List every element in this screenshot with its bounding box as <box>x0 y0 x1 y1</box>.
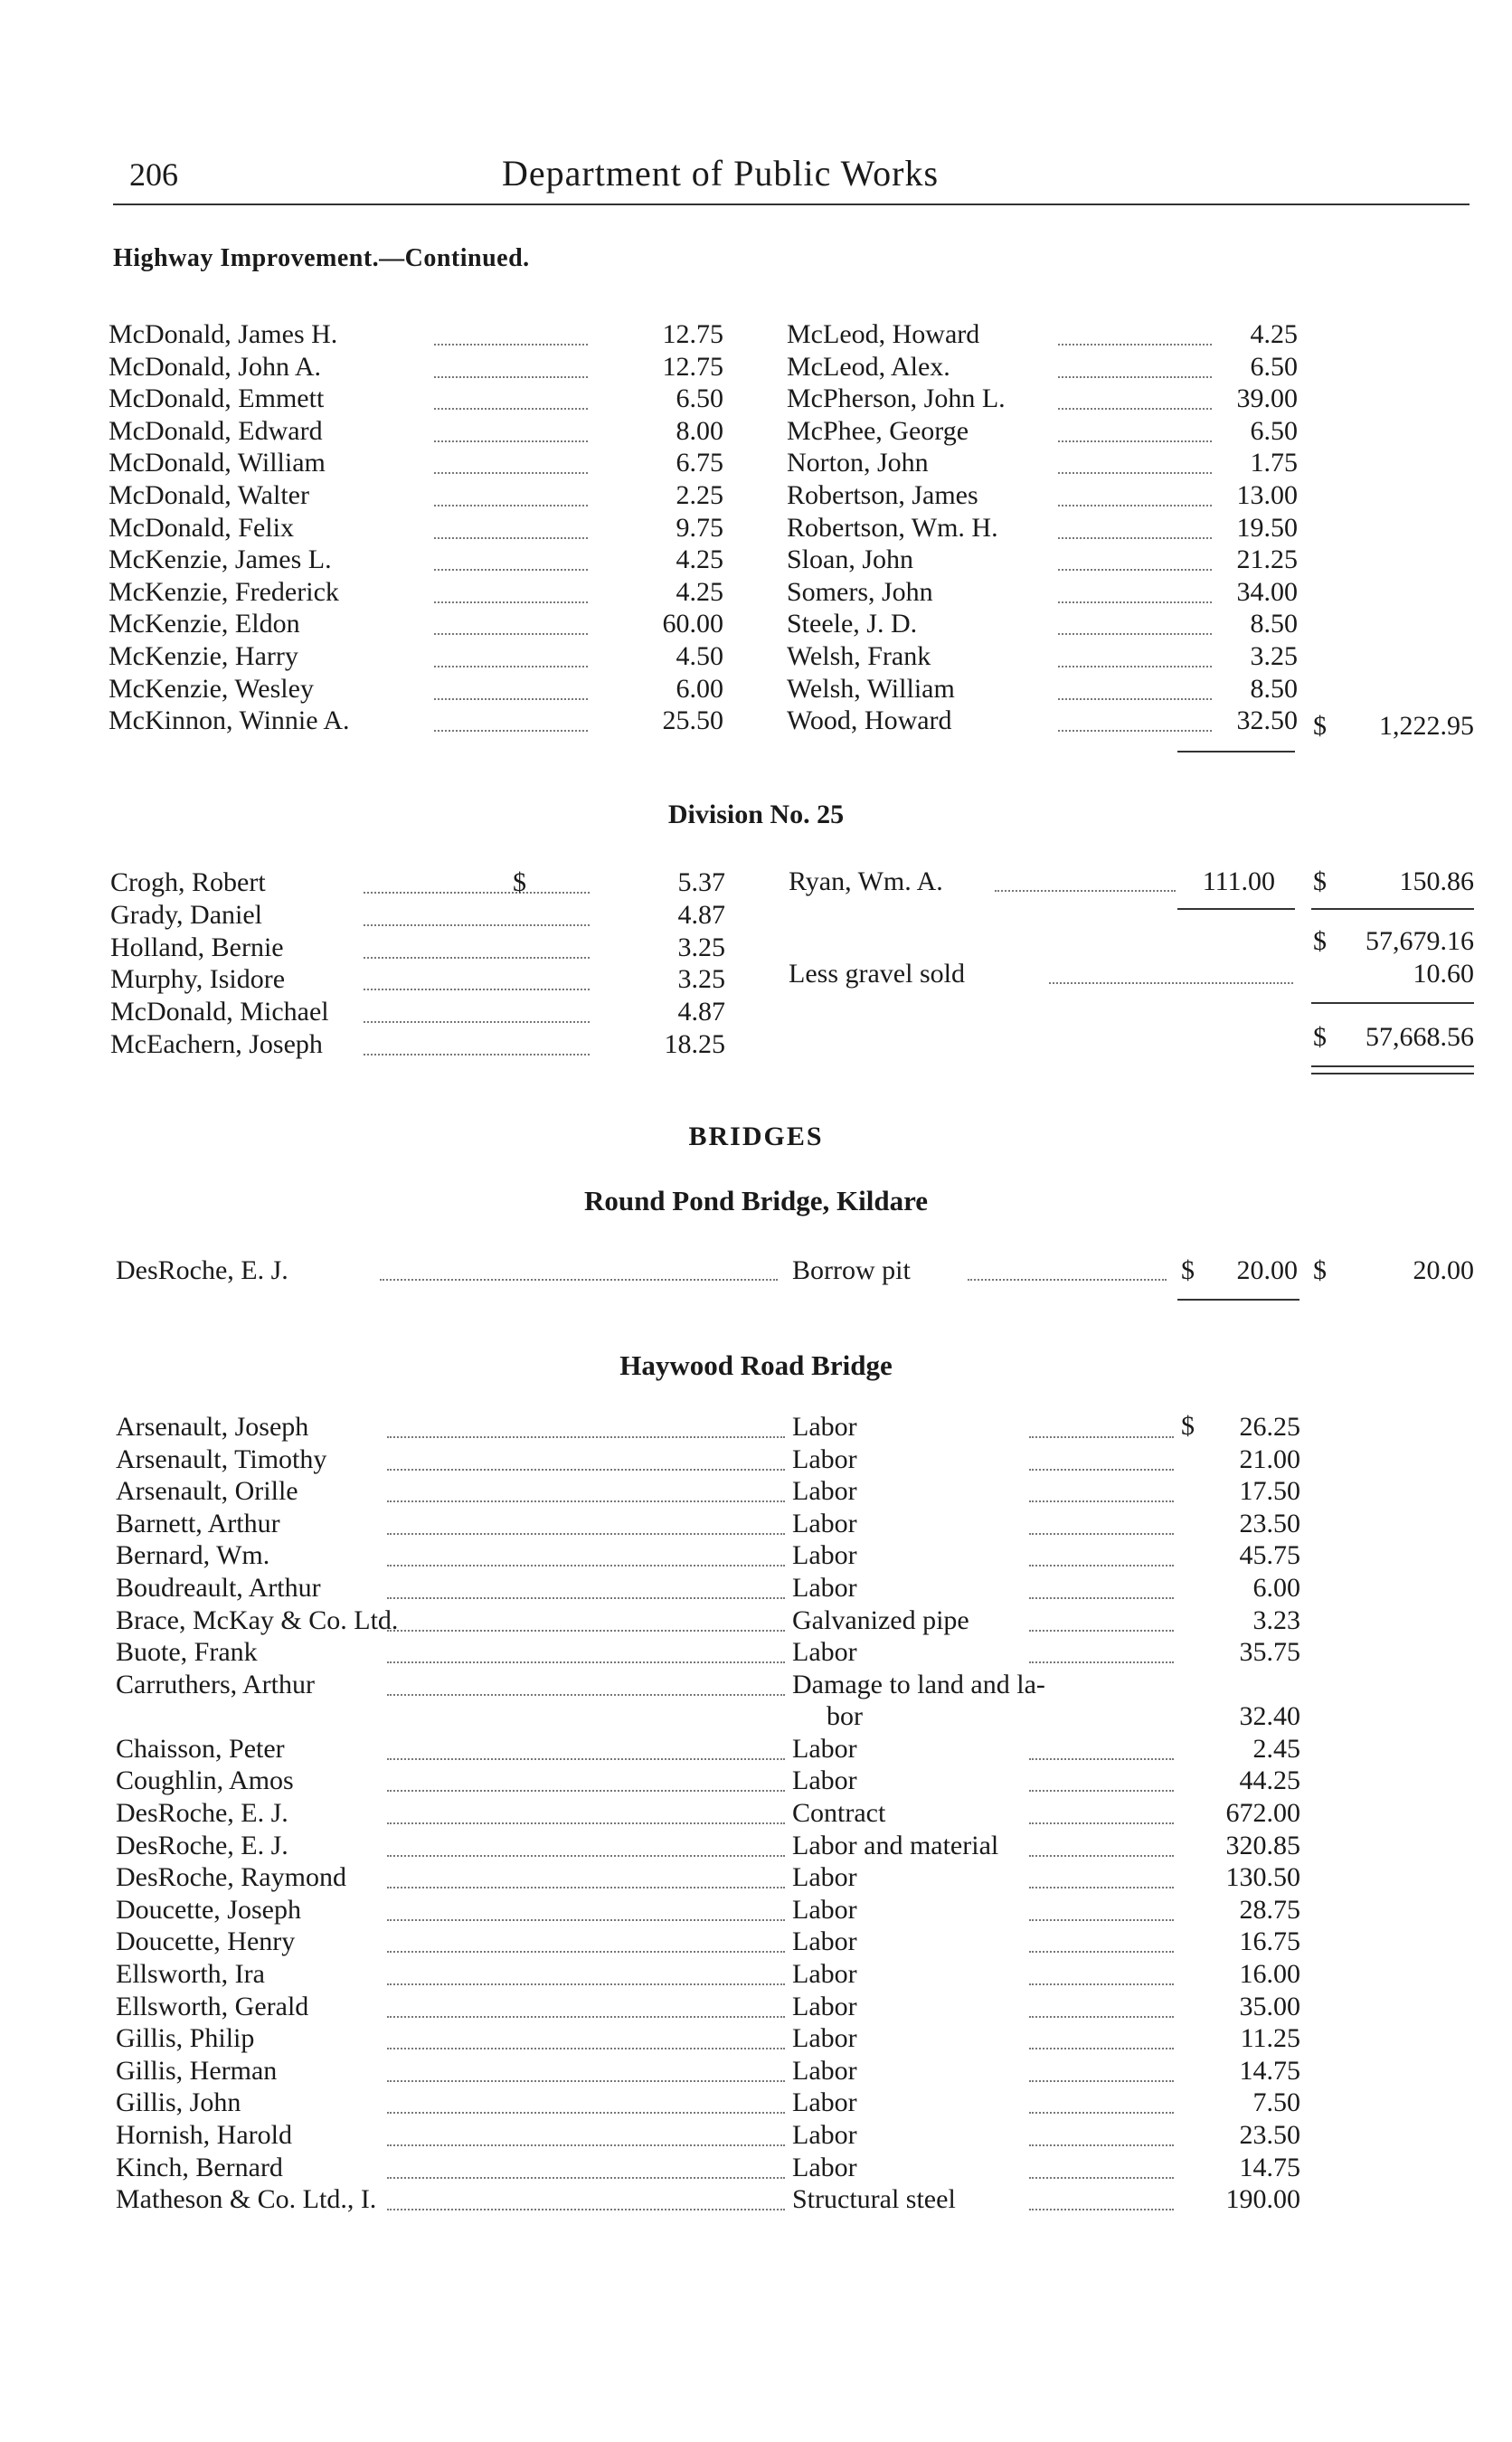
leader-dots <box>1029 1758 1174 1760</box>
table-row <box>116 1669 1309 1731</box>
rule <box>1177 1299 1299 1301</box>
entry-amount: 5.37 <box>677 867 725 897</box>
entry-name: DesRoche, E. J. <box>116 1798 288 1828</box>
table-row <box>116 2055 1309 2087</box>
entry-item: Labor <box>792 2055 857 2086</box>
list-item <box>787 673 1302 705</box>
leader-dots <box>434 505 588 506</box>
entry-name: McLeod, Alex. <box>787 351 950 382</box>
list-item <box>110 932 725 964</box>
leader-dots <box>434 472 588 474</box>
entry-amount: 14.75 <box>1239 2152 1300 2182</box>
page-title: Department of Public Works <box>502 153 940 194</box>
table-row <box>116 1508 1309 1540</box>
entry-name: DesRoche, E. J. <box>116 1830 288 1860</box>
rule <box>1177 908 1295 910</box>
haywood-heading: Haywood Road Bridge <box>619 1349 893 1381</box>
list-item <box>787 351 1302 383</box>
division-25-ryan-amount: 111.00 <box>1202 866 1275 896</box>
leader-dots <box>1049 982 1293 984</box>
table-row <box>116 1443 1309 1476</box>
list-item <box>787 447 1302 479</box>
entry-name: Sloan, John <box>787 544 914 575</box>
leader-dots <box>995 890 1176 892</box>
entry-name: Welsh, Frank <box>787 641 931 671</box>
leader-dots <box>434 666 588 667</box>
table-row <box>116 1991 1309 2023</box>
leader-dots <box>364 989 590 990</box>
table-row <box>116 2119 1309 2152</box>
entry-item: Labor <box>792 2152 857 2182</box>
entry-name: McKenzie, Frederick <box>109 576 339 607</box>
entry-name: Wood, Howard <box>787 705 952 736</box>
entry-name: McDonald, James H. <box>109 319 338 349</box>
entry-item: Labor <box>792 1412 857 1442</box>
leader-dots <box>387 2080 785 2082</box>
entry-amount: 32.50 <box>1236 705 1298 736</box>
leader-dots <box>1029 1630 1174 1632</box>
entry-item-continued: bor <box>827 1700 863 1731</box>
list-item <box>787 544 1302 576</box>
entry-name: Barnett, Arthur <box>116 1508 280 1538</box>
leader-dots <box>387 2144 785 2146</box>
entry-name: Gillis, John <box>116 2087 241 2118</box>
leader-dots <box>1029 1469 1174 1471</box>
entry-name: Doucette, Henry <box>116 1926 296 1957</box>
entry-amount: 45.75 <box>1239 1540 1300 1571</box>
entry-item: Structural steel <box>792 2184 956 2215</box>
entry-name: Robertson, Wm. H. <box>787 512 998 543</box>
entry-name: McKinnon, Winnie A. <box>109 705 350 736</box>
table-row <box>116 1572 1309 1604</box>
leader-dots <box>364 924 590 926</box>
entry-amount: 2.45 <box>1252 1733 1300 1764</box>
entry-amount: 11.25 <box>1240 2023 1300 2054</box>
entry-amount: 21.25 <box>1236 544 1298 575</box>
entry-amount: 13.00 <box>1236 480 1298 510</box>
entry-amount: 7.50 <box>1252 2087 1300 2118</box>
leader-dots <box>387 1822 785 1824</box>
list-item <box>109 705 723 737</box>
entry-name: Doucette, Joseph <box>116 1894 301 1925</box>
table-row <box>116 1926 1309 1958</box>
division-25-ryan-total: 150.86 <box>1399 866 1474 896</box>
leader-dots <box>364 892 590 894</box>
entry-item: Labor <box>792 1926 857 1957</box>
leader-dots <box>364 1054 590 1055</box>
entry-amount: 16.75 <box>1239 1926 1300 1957</box>
entry-amount: 4.87 <box>677 899 725 930</box>
rule <box>1311 1002 1474 1004</box>
entry-amount: 60.00 <box>662 609 723 639</box>
entry-amount: 44.25 <box>1239 1765 1300 1796</box>
entry-name: McPhee, George <box>787 415 969 446</box>
entry-amount: 16.00 <box>1239 1959 1300 1989</box>
entry-amount: 39.00 <box>1236 383 1298 414</box>
list-item <box>787 640 1302 673</box>
entry-item: Labor and material <box>792 1830 999 1860</box>
list-item <box>787 608 1302 640</box>
leader-dots <box>1029 1855 1174 1857</box>
entry-amount: 35.75 <box>1239 1637 1300 1668</box>
entry-item: Labor <box>792 2120 857 2150</box>
entry-amount: 23.50 <box>1239 2120 1300 2150</box>
entry-amount: 4.25 <box>676 544 723 575</box>
entry-amount: 23.50 <box>1239 1508 1300 1538</box>
table-row <box>116 2022 1309 2055</box>
entry-item: Labor <box>792 2087 857 2118</box>
list-item <box>109 415 723 448</box>
entry-name: McKenzie, Wesley <box>109 673 314 704</box>
leader-dots <box>387 1855 785 1857</box>
table-row <box>116 1475 1309 1508</box>
entry-amount: 12.75 <box>662 351 723 382</box>
entry-name: Arsenault, Joseph <box>116 1412 309 1442</box>
bridges-heading: BRIDGES <box>688 1122 824 1151</box>
list-item <box>110 899 725 932</box>
leader-dots <box>1029 1500 1174 1502</box>
leader-dots <box>387 1630 785 1632</box>
leader-dots <box>387 2209 785 2210</box>
entry-amount: 18.25 <box>664 1029 725 1059</box>
entry-amount: 8.50 <box>1250 673 1298 704</box>
entry-amount: 17.50 <box>1239 1476 1300 1507</box>
list-item <box>109 479 723 512</box>
entry-item: Labor <box>792 1508 857 1538</box>
leader-dots <box>387 1661 785 1663</box>
leader-dots <box>1029 2177 1174 2179</box>
list-item <box>787 479 1302 512</box>
entry-name: Ellsworth, Gerald <box>116 1991 309 2021</box>
entry-name: McDonald, William <box>109 448 326 478</box>
round-pond-heading: Round Pond Bridge, Kildare <box>583 1185 929 1216</box>
entry-amount: 9.75 <box>676 512 723 543</box>
leader-dots <box>434 440 588 442</box>
list-item <box>109 640 723 673</box>
entry-amount: 3.25 <box>677 964 725 995</box>
entry-amount: 672.00 <box>1225 1798 1300 1828</box>
leader-dots <box>387 2048 785 2049</box>
entry-name: McLeod, Howard <box>787 319 980 349</box>
round-pond-name: DesRoche, E. J. <box>116 1255 288 1285</box>
leader-dots <box>1029 1661 1174 1663</box>
leader-dots <box>434 698 588 700</box>
leader-dots <box>387 1565 785 1566</box>
leader-dots <box>434 569 588 571</box>
leader-dots <box>1029 1436 1174 1438</box>
entry-amount: 34.00 <box>1236 576 1298 607</box>
entry-name: Bernard, Wm. <box>116 1540 270 1571</box>
entry-amount: 3.23 <box>1252 1604 1300 1635</box>
entry-name: McDonald, Walter <box>109 480 309 510</box>
division-25-subtotal: 57,679.16 <box>1366 926 1474 956</box>
entry-name: McDonald, Felix <box>109 512 294 543</box>
entry-name: McEachern, Joseph <box>110 1029 323 1059</box>
entry-name: McKenzie, Eldon <box>109 609 300 639</box>
entry-amount: 6.50 <box>1250 351 1298 382</box>
leader-dots <box>387 1469 785 1471</box>
entry-name: Matheson & Co. Ltd., I. <box>116 2184 377 2215</box>
table-row <box>116 1830 1309 1862</box>
entry-amount: 3.25 <box>1250 641 1298 671</box>
list-item <box>109 447 723 479</box>
division-25-subtotal-dollar: $ <box>1313 926 1327 956</box>
table-row <box>116 1894 1309 1926</box>
entry-item: Labor <box>792 1862 857 1893</box>
division-25-grand-total: 57,668.56 <box>1366 1022 1474 1052</box>
entry-item: Labor <box>792 1443 857 1474</box>
leader-dots <box>1029 1790 1174 1792</box>
table-row <box>116 1733 1309 1765</box>
table-row <box>116 1539 1309 1572</box>
entry-amount: 4.87 <box>677 997 725 1027</box>
leader-dots <box>380 1279 778 1281</box>
list-item <box>109 576 723 609</box>
round-pond-item: Borrow pit <box>792 1255 911 1285</box>
leader-dots <box>387 2177 785 2179</box>
leader-dots <box>1029 1565 1174 1566</box>
leader-dots <box>1029 1822 1174 1824</box>
entry-name: DesRoche, Raymond <box>116 1862 346 1893</box>
entry-amount: 130.50 <box>1225 1862 1300 1893</box>
entry-item: Labor <box>792 1991 857 2021</box>
list-item <box>787 576 1302 609</box>
leader-dots <box>387 1533 785 1535</box>
leader-dots <box>364 957 590 959</box>
table-row <box>116 1861 1309 1894</box>
entry-name: Coughlin, Amos <box>116 1765 294 1796</box>
entry-item: Labor <box>792 1540 857 1571</box>
leader-dots <box>387 1500 785 1502</box>
leader-dots <box>1029 1887 1174 1888</box>
list-item <box>109 512 723 544</box>
entry-amount: 6.50 <box>676 383 723 414</box>
list-item <box>110 963 725 996</box>
entry-amount: 1.75 <box>1250 448 1298 478</box>
list-item <box>787 318 1302 351</box>
entry-amount: 28.75 <box>1239 1894 1300 1925</box>
list-item <box>787 383 1302 415</box>
table-row <box>116 1958 1309 1991</box>
division-25-less-label: Less gravel sold <box>789 959 965 989</box>
entry-name: Gillis, Philip <box>116 2023 255 2054</box>
haywood-first-dollar: $ <box>1181 1411 1195 1441</box>
list-item <box>110 996 725 1028</box>
leader-dots <box>434 537 588 539</box>
entry-name: Brace, McKay & Co. Ltd. <box>116 1604 399 1635</box>
leader-dots <box>364 1021 590 1023</box>
entry-name: Somers, John <box>787 576 933 607</box>
table-row <box>116 1636 1309 1669</box>
entry-amount: 6.75 <box>676 448 723 478</box>
leader-dots <box>434 633 588 635</box>
list-item <box>787 705 1302 737</box>
leader-dots <box>387 1951 785 1953</box>
table-row <box>116 2087 1309 2119</box>
list-item <box>109 383 723 415</box>
round-pond-total-dollar: $ <box>1313 1255 1327 1285</box>
entry-name: McPherson, John L. <box>787 383 1006 414</box>
entry-name: McDonald, Emmett <box>109 383 325 414</box>
table-row <box>116 1411 1309 1443</box>
entry-item: Labor <box>792 1476 857 1507</box>
entry-dollar: $ <box>513 867 526 897</box>
double-rule-bottom <box>1311 1073 1474 1074</box>
entry-amount: 26.25 <box>1239 1412 1300 1442</box>
leader-dots <box>434 344 588 345</box>
list-item <box>109 318 723 351</box>
entry-amount: 32.40 <box>1239 1700 1300 1731</box>
table-row <box>116 1765 1309 1797</box>
leader-dots <box>434 601 588 603</box>
entry-name: Arsenault, Timothy <box>116 1443 327 1474</box>
entry-amount: 8.50 <box>1250 609 1298 639</box>
page-number: 206 <box>129 156 178 193</box>
entry-amount: 4.50 <box>676 641 723 671</box>
leader-dots <box>387 1983 785 1985</box>
entry-name: Norton, John <box>787 448 929 478</box>
entry-item: Labor <box>792 1894 857 1925</box>
leader-dots <box>1029 2144 1174 2146</box>
leader-dots <box>387 1694 785 1696</box>
leader-dots <box>1029 2016 1174 2018</box>
division-25-ryan-name: Ryan, Wm. A. <box>789 866 943 896</box>
leader-dots <box>387 1436 785 1438</box>
entry-name: Kinch, Bernard <box>116 2152 283 2182</box>
entry-amount: 4.25 <box>1250 319 1298 349</box>
entry-amount: 6.00 <box>676 673 723 704</box>
entry-name: Hornish, Harold <box>116 2120 292 2150</box>
entry-item: Labor <box>792 1733 857 1764</box>
rule <box>1311 908 1474 910</box>
entry-amount: 6.00 <box>1252 1573 1300 1603</box>
entry-name: McDonald, Edward <box>109 415 323 446</box>
entry-item: Labor <box>792 1765 857 1796</box>
list-item <box>109 351 723 383</box>
entry-item: Damage to land and la- <box>792 1669 1045 1699</box>
entry-amount: 4.25 <box>676 576 723 607</box>
entry-amount: 3.25 <box>677 932 725 962</box>
entry-name: Chaisson, Peter <box>116 1733 285 1764</box>
round-pond-total: 20.00 <box>1413 1255 1474 1285</box>
entry-item: Contract <box>792 1798 886 1828</box>
entry-name: Buote, Frank <box>116 1637 258 1668</box>
leader-dots <box>1029 2048 1174 2049</box>
leader-dots <box>1029 1919 1174 1921</box>
highway-total-rule <box>1177 751 1295 752</box>
list-item <box>109 673 723 705</box>
entry-item: Labor <box>792 1573 857 1603</box>
section-heading-highway: Highway Improvement.—Continued. <box>113 244 530 272</box>
list-item <box>787 512 1302 544</box>
leader-dots <box>1029 2209 1174 2210</box>
highway-total: 1,222.95 <box>1379 711 1474 741</box>
entry-name: Ellsworth, Ira <box>116 1959 265 1989</box>
leader-dots <box>434 376 588 378</box>
entry-name: Grady, Daniel <box>110 899 262 930</box>
entry-amount: 21.00 <box>1239 1443 1300 1474</box>
table-row <box>116 2152 1309 2184</box>
entry-amount: 12.75 <box>662 319 723 349</box>
leader-dots <box>434 730 588 732</box>
list-item <box>110 1028 725 1061</box>
entry-name: Welsh, William <box>787 673 955 704</box>
entry-name: Crogh, Robert <box>110 867 266 897</box>
entry-name: Murphy, Isidore <box>110 964 286 995</box>
entry-amount: 320.85 <box>1225 1830 1300 1860</box>
leader-dots <box>387 1790 785 1792</box>
entry-name: McDonald, John A. <box>109 351 321 382</box>
entry-amount: 8.00 <box>676 415 723 446</box>
entry-name: Steele, J. D. <box>787 609 918 639</box>
entry-amount: 25.50 <box>662 705 723 736</box>
leader-dots <box>1029 1597 1174 1599</box>
round-pond-dollar: $ <box>1181 1255 1195 1285</box>
leader-dots <box>434 408 588 410</box>
entry-name: Arsenault, Orille <box>116 1476 298 1507</box>
division-25-heading: Division No. 25 <box>667 800 845 829</box>
entry-name: Gillis, Herman <box>116 2055 278 2086</box>
leader-dots <box>968 1279 1167 1281</box>
leader-dots <box>387 1887 785 1888</box>
entry-name: Holland, Bernie <box>110 932 284 962</box>
division-25-ryan-dollar: $ <box>1313 866 1327 896</box>
leader-dots <box>387 2112 785 2114</box>
entry-amount: 19.50 <box>1236 512 1298 543</box>
header-rule <box>113 204 1469 205</box>
division-25-less-amount: 10.60 <box>1413 959 1474 989</box>
table-row <box>116 1604 1309 1637</box>
leader-dots <box>387 1758 785 1760</box>
entry-amount: 2.25 <box>676 480 723 510</box>
entry-item: Labor <box>792 1959 857 1989</box>
entry-name: McKenzie, James L. <box>109 544 332 575</box>
leader-dots <box>387 2016 785 2018</box>
leader-dots <box>1029 1533 1174 1535</box>
highway-total-dollar: $ <box>1313 711 1327 741</box>
entry-amount: 14.75 <box>1239 2055 1300 2086</box>
entry-name: Carruthers, Arthur <box>116 1669 315 1699</box>
entry-item: Labor <box>792 2023 857 2054</box>
leader-dots <box>1029 1983 1174 1985</box>
list-item <box>109 544 723 576</box>
entry-item: Labor <box>792 1637 857 1668</box>
entry-name: Boudreault, Arthur <box>116 1573 321 1603</box>
division-25-grand-dollar: $ <box>1313 1022 1327 1052</box>
entry-amount: 6.50 <box>1250 415 1298 446</box>
entry-item: Galvanized pipe <box>792 1604 969 1635</box>
leader-dots <box>387 1597 785 1599</box>
leader-dots <box>1029 2080 1174 2082</box>
entry-name: McDonald, Michael <box>110 997 329 1027</box>
leader-dots <box>387 1919 785 1921</box>
list-item <box>109 608 723 640</box>
table-row <box>116 2183 1309 2216</box>
leader-dots <box>1029 1951 1174 1953</box>
round-pond-amount: 20.00 <box>1236 1255 1298 1285</box>
list-item <box>110 866 725 899</box>
entry-amount: 190.00 <box>1225 2184 1300 2215</box>
entry-amount: 35.00 <box>1239 1991 1300 2021</box>
table-row <box>116 1797 1309 1830</box>
entry-name: McKenzie, Harry <box>109 641 298 671</box>
leader-dots <box>1029 2112 1174 2114</box>
list-item <box>787 415 1302 448</box>
double-rule-top <box>1311 1065 1474 1067</box>
entry-name: Robertson, James <box>787 480 978 510</box>
